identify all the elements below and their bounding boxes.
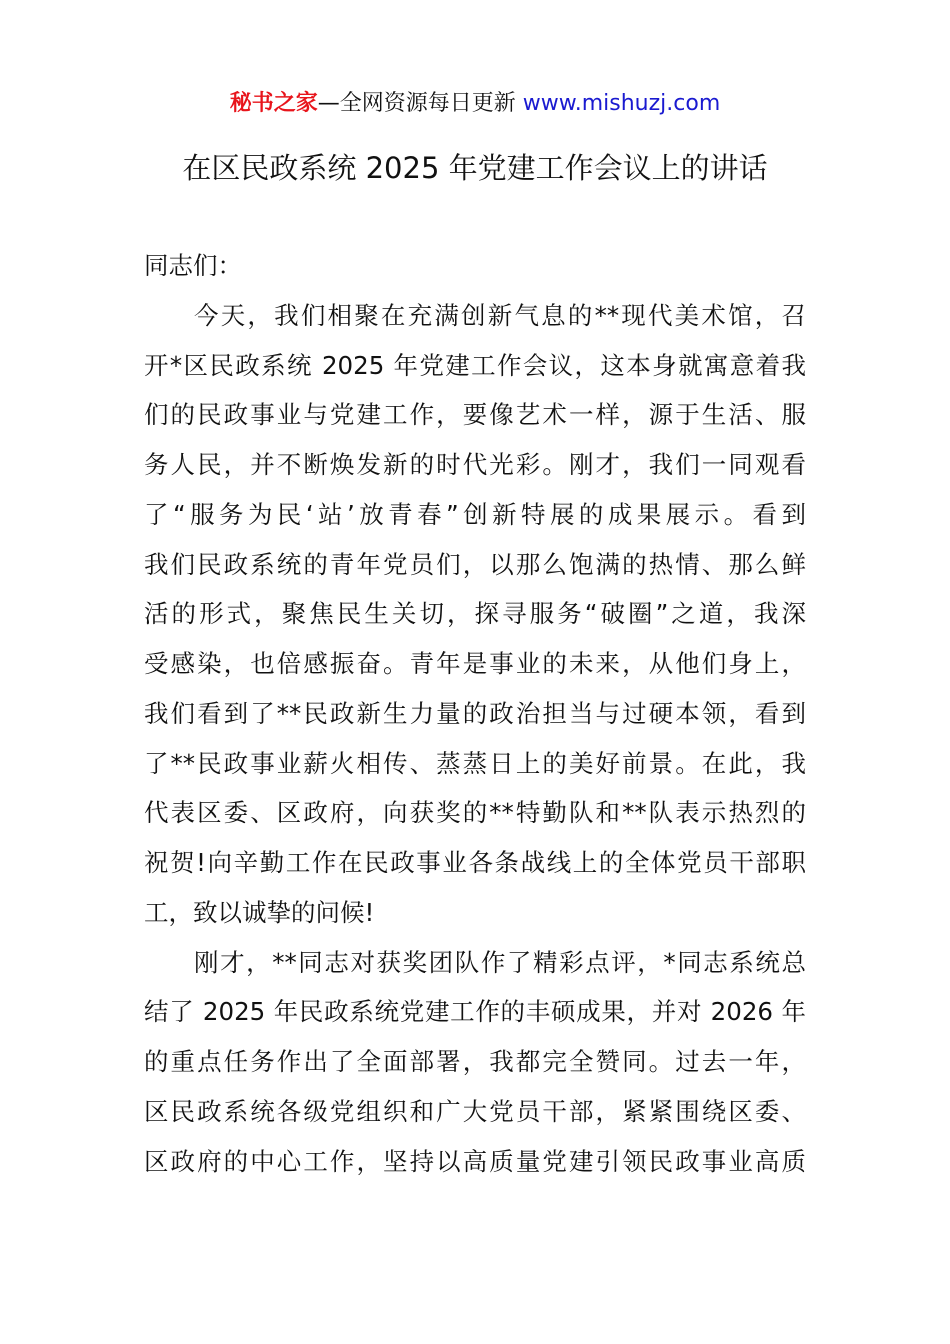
text-line: 工，致以诚挚的问候! [144, 897, 375, 927]
text-line: 刚才，**同志对获奖团队作了精彩点评，*同志系统总 [194, 947, 806, 977]
text-line: 活的形式，聚焦民生关切，探寻服务“破圈”之道，我深 [144, 599, 806, 629]
text-line: 的重点任务作出了全面部署，我都完全赞同。过去一年， [144, 1047, 806, 1076]
document-body [144, 241, 806, 1186]
text-line: 代表区委、区政府，向获奖的**特勤队和**队表示热烈的 [144, 798, 806, 828]
text-line: 结了 2025 年民政系统党建工作的丰硕成果，并对 2026 年 [144, 997, 806, 1027]
banner-slogan: —全网资源每日更新 [317, 91, 523, 116]
document-title: 在区民政系统 2025 年党建工作会议上的讲话 [182, 151, 768, 185]
site-banner [0, 88, 950, 120]
text-line: 祝贺!向辛勤工作在民政事业各条战线上的全体党员干部职 [144, 848, 806, 877]
text-line: 我们民政系统的青年党员们，以那么饱满的热情、那么鲜 [144, 549, 806, 579]
text-line: 我们看到了**民政新生力量的政治担当与过硬本领，看到 [144, 698, 806, 728]
text-line: 区民政系统各级党组织和广大党员干部，紧紧围绕区委、 [144, 1096, 806, 1126]
site-url-link[interactable]: www.mishuzj.com [522, 91, 721, 116]
text-line: 区政府的中心工作，坚持以高质量党建引领民政事业高质 [144, 1146, 806, 1176]
salutation: 同志们： [144, 251, 242, 280]
text-line: 受感染，也倍感振奋。青年是事业的未来，从他们身上， [144, 649, 806, 678]
text-line: 务人民，并不断焕发新的时代光彩。刚才，我们一同观看 [144, 450, 806, 479]
text-line: 了**民政事业薪火相传、蒸蒸日上的美好前景。在此，我 [144, 748, 806, 778]
text-line: 们的民政事业与党建工作，要像艺术一样，源于生活、服 [144, 400, 806, 430]
text-line: 了“服务为民‘站’放青春”创新特展的成果展示。看到 [144, 499, 806, 529]
brand-name: 秘书之家 [229, 91, 318, 116]
text-line: 今天，我们相聚在充满创新气息的**现代美术馆，召 [194, 300, 806, 330]
text-line: 开*区民政系统 2025 年党建工作会议，这本身就寓意着我 [144, 350, 806, 380]
